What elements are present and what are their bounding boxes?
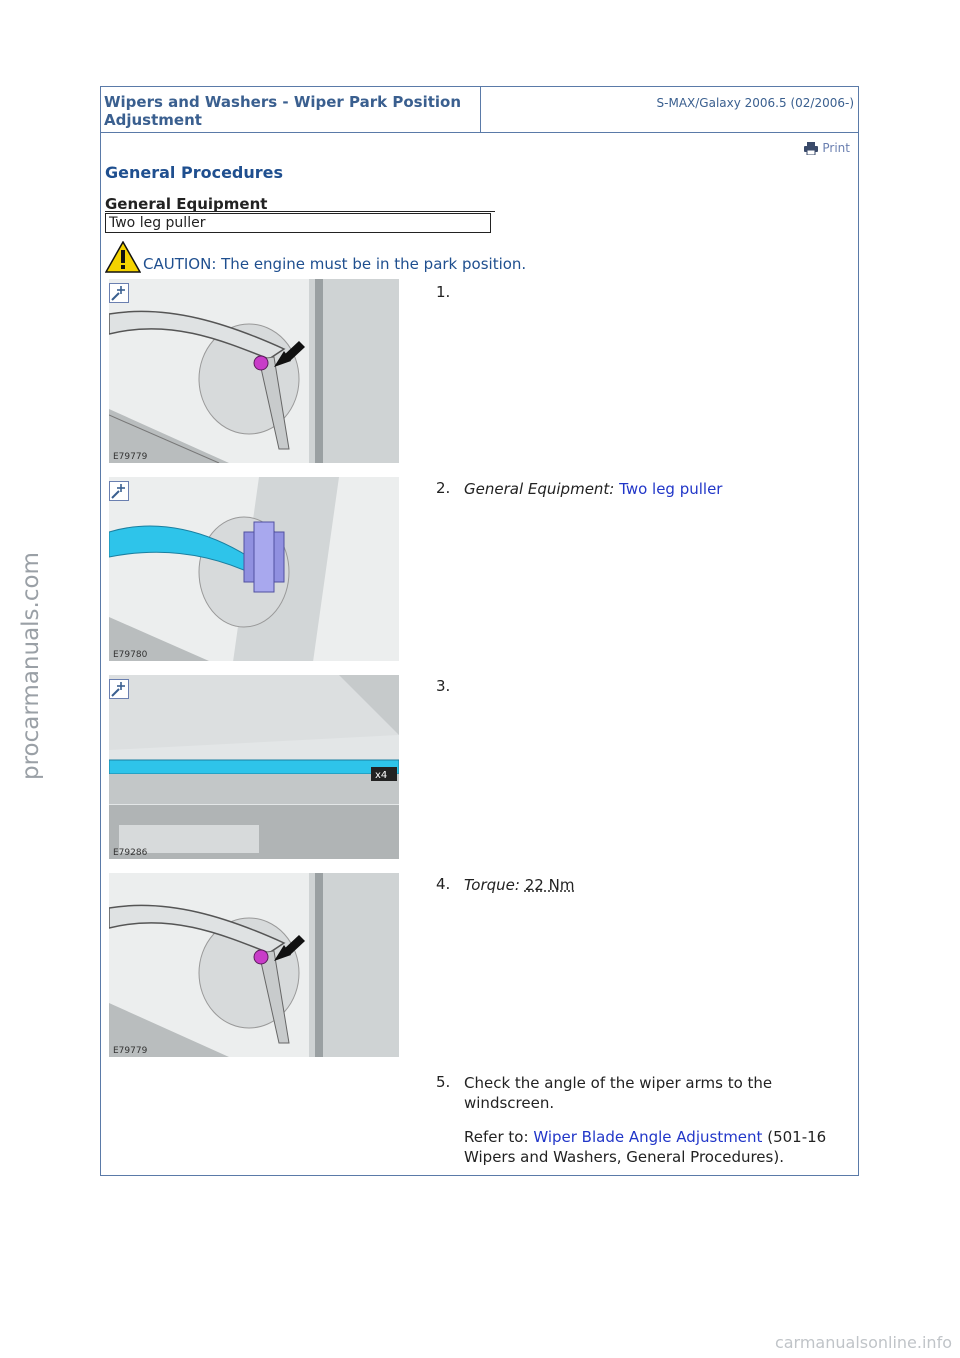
- refer-suffix: (501-16 Wipers and Washers, General Procedures).: [464, 1128, 827, 1166]
- step-3: [436, 677, 464, 695]
- equipment-link[interactable]: Two leg puller: [619, 480, 723, 498]
- step-text: Check the angle of the wiper arms to the windscreen.: [464, 1074, 773, 1112]
- zoom-icon[interactable]: [109, 283, 129, 303]
- image-code: E79779: [113, 452, 148, 462]
- step-5: [436, 1073, 827, 1166]
- step-number: 2.: [436, 479, 451, 497]
- step-number: 5.: [436, 1073, 451, 1091]
- equipment-heading: General Equipment: [105, 195, 268, 213]
- print-label: Print: [822, 141, 850, 155]
- step-2-image[interactable]: [109, 477, 399, 661]
- step-1: [436, 283, 464, 301]
- callout-label: x4: [375, 770, 388, 781]
- equipment-item: Two leg puller: [105, 213, 491, 233]
- step-4: [436, 875, 575, 894]
- step-number: 3.: [436, 677, 451, 695]
- step-2: [436, 479, 723, 498]
- step-label: General Equipment:: [464, 480, 615, 498]
- page-title: Wipers and Washers - Wiper Park Position Adjustment: [101, 87, 481, 133]
- zoom-icon[interactable]: [109, 481, 129, 501]
- image-code: E79780: [113, 650, 148, 660]
- printer-icon: [804, 142, 818, 155]
- print-button[interactable]: [804, 141, 850, 155]
- image-code: E79779: [113, 1046, 148, 1056]
- equipment-rule: [105, 211, 495, 212]
- torque-value: 22 Nm: [524, 876, 575, 894]
- section-title: General Procedures: [105, 163, 284, 182]
- image-code: E79286: [113, 848, 148, 858]
- document-frame: [100, 86, 859, 1176]
- model-label: S-MAX/Galaxy 2006.5 (02/2006-): [481, 87, 858, 133]
- zoom-icon[interactable]: [109, 679, 129, 699]
- footer-watermark: carmanualsonline.info: [774, 1333, 952, 1352]
- step-3-image[interactable]: [109, 675, 399, 859]
- watermark: procarmanuals.com: [18, 552, 44, 780]
- step-label: Torque:: [464, 876, 520, 894]
- refer-prefix: Refer to:: [464, 1128, 529, 1146]
- caution-notice: [105, 241, 526, 273]
- step-4-image[interactable]: [109, 873, 399, 1057]
- refer-link[interactable]: Wiper Blade Angle Adjustment: [533, 1128, 763, 1146]
- step-number: 4.: [436, 875, 451, 893]
- step-1-image[interactable]: [109, 279, 399, 463]
- warning-icon: [105, 241, 141, 273]
- caution-text: CAUTION: The engine must be in the park position.: [143, 255, 527, 273]
- step-number: 1.: [436, 283, 451, 301]
